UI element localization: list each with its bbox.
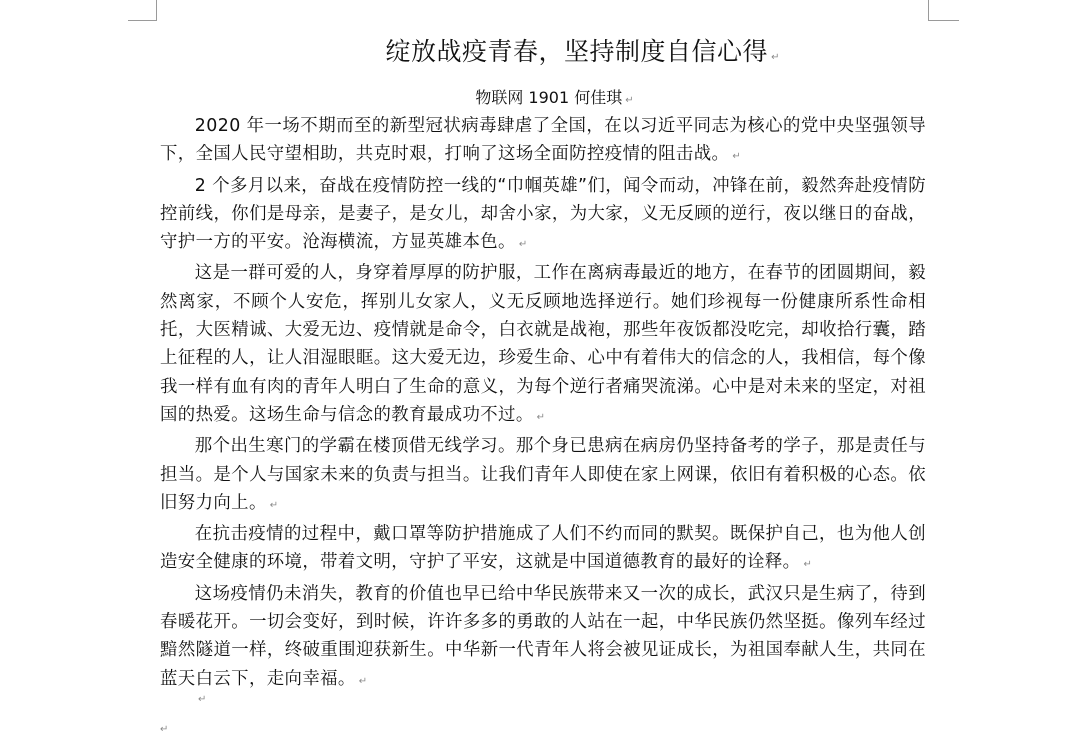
top-left-crop-mark (128, 0, 157, 21)
paragraph-mark-icon: ↵ (536, 411, 545, 423)
paragraph-text: 这是一群可爱的人，身穿着厚厚的防护服，工作在离病毒最近的地方，在春节的团圆期间，毅然离家，不顾个人安危，挥别儿女家人，义无反顾地选择逆行。她们珍视每一份健康所系性命相托，大医精诚、大爱无边、疫情就是命令，白衣就是战袍，那些年夜饭都没吃完，却收拾行囊，踏上征程的人，让人泪湿眼眶。这大爱无边，珍爱生命、心中有着伟大的信念的人，我相信，每个像我一样有血有肉的青年人明白了生命的意义，为每个逆行者痛哭流涕。心中是对未来的坚定，对祖国的热爱。这场生命与信念的教育最成功不过。 (160, 263, 926, 425)
body-paragraph[interactable] (160, 432, 926, 520)
document-title[interactable] (160, 34, 925, 76)
document-author[interactable] (160, 86, 925, 113)
body-paragraph[interactable] (160, 259, 926, 432)
body-paragraph[interactable] (160, 520, 926, 580)
empty-paragraph-mark-icon: ↵ (198, 694, 207, 705)
body-paragraph[interactable] (160, 112, 926, 172)
paragraph-text: 那个出生寒门的学霸在楼顶借无线学习。那个身已患病在病房仍坚持备考的学子，那是责任与担当。是个人与国家未来的负责与担当。让我们青年人即使在家上网课，依旧有着积极的心态。依旧努力向上。 (160, 436, 926, 513)
paragraph-mark-icon: ↵ (625, 95, 634, 106)
paragraph-text: 这场疫情仍未消失，教育的价值也早已给中华民族带来又一次的成长，武汉只是生病了，待到春暖花开。一切会变好，到时候，许许多多的勇敢的人站在一起，中华民族仍然坚挺。像列车经过黯然隧道一样，终破重围迎获新生。中华新一代青年人将会被见证成长，为祖国奉献人生，共同在蓝天白云下，走向幸福。 (160, 583, 926, 689)
document-body[interactable] (160, 112, 926, 696)
body-paragraph[interactable] (160, 172, 926, 260)
paragraph-text: 在抗击疫情的过程中，戴口罩等防护措施成了人们不约而同的默契。既保护自己，也为他人创造安全健康的环境，带着文明，守护了平安，这就是中国道德教育的最好的诠释。 (160, 524, 926, 573)
empty-paragraph-mark-icon: ↵ (160, 724, 169, 735)
paragraph-text: 2 个多月以来，奋战在疫情防控一线的“巾帼英雄”们，闻令而动，冲锋在前，毅然奔赴疫情防控前线，你们是母亲，是妻子，是女儿，却舍小家，为大家，义无反顾的逆行，夜以继日的奋战，守护一方的平安。沧海横流，方显英雄本色。 (160, 175, 926, 253)
paragraph-mark-icon: ↵ (803, 559, 812, 571)
paragraph-mark-icon: ↵ (771, 52, 780, 63)
author-text: 物联网 1901 何佳琪 (475, 88, 623, 107)
paragraph-mark-icon: ↵ (358, 675, 368, 687)
paragraph-mark-icon: ↵ (518, 239, 528, 251)
body-paragraph[interactable] (160, 580, 926, 696)
paragraph-mark-icon: ↵ (732, 151, 741, 163)
paragraph-mark-icon: ↵ (269, 499, 279, 511)
paragraph-text: 2020 年一场不期而至的新型冠状病毒肆虐了全国，在以习近平同志为核心的党中央坚强领导下，全国人民守望相助，共克时艰，打响了这场全面防控疫情的阻击战。 (160, 116, 926, 165)
top-right-crop-mark (928, 0, 959, 21)
title-text: 绽放战疫青春，坚持制度自信心得 (385, 37, 769, 66)
